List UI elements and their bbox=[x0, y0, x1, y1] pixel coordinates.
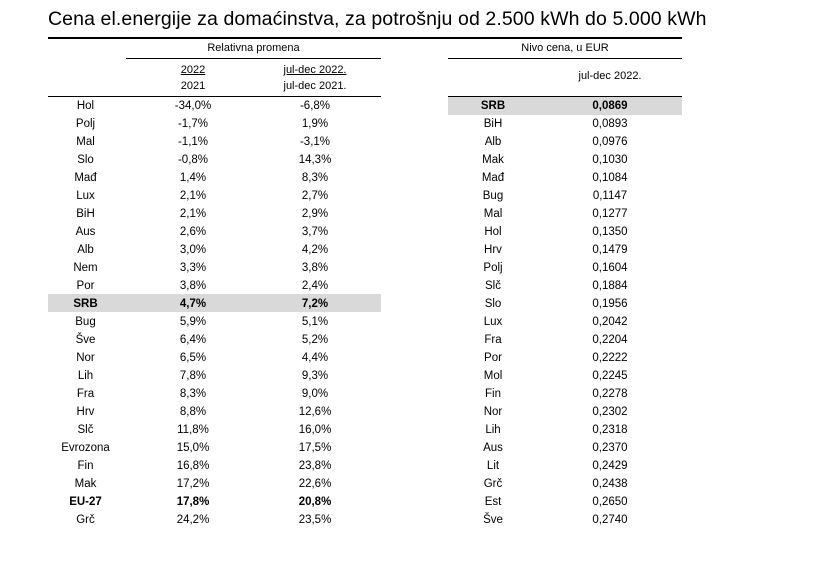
left-row-v1: 2,6% bbox=[179, 226, 207, 238]
right-row-value: 0,2204 bbox=[592, 334, 628, 346]
left-col1-top: 2022 bbox=[180, 64, 206, 76]
left-row-country: Nem bbox=[73, 262, 98, 274]
left-row-country: Mak bbox=[74, 478, 97, 490]
right-row-value: 0,2429 bbox=[592, 460, 628, 472]
left-row-v1: -34,0% bbox=[174, 100, 212, 112]
right-row-value: 0,1277 bbox=[592, 208, 628, 220]
left-row-v1: -1,1% bbox=[177, 136, 209, 148]
right-row-country: Hol bbox=[484, 226, 502, 238]
right-row-value: 0,2318 bbox=[592, 424, 628, 436]
left-row-country: Nor bbox=[76, 352, 95, 364]
right-row-country: Mađ bbox=[481, 172, 505, 184]
left-row-v1: 3,3% bbox=[179, 262, 207, 274]
left-row-country: Mal bbox=[76, 136, 95, 148]
right-row-value: 0,2042 bbox=[592, 316, 628, 328]
left-row-country: Hrv bbox=[76, 406, 95, 418]
right-row-country: Bug bbox=[482, 190, 504, 202]
left-row-country: Hol bbox=[76, 100, 95, 112]
left-row-country: Šve bbox=[75, 334, 96, 346]
right-row-country: Fra bbox=[484, 334, 502, 346]
right-row-country: Est bbox=[484, 496, 502, 508]
left-row-v2: 2,4% bbox=[301, 280, 329, 292]
title-rule bbox=[48, 37, 682, 39]
right-row-value: 0,1884 bbox=[592, 280, 628, 292]
right-row-country: SRB bbox=[480, 100, 506, 112]
left-row-v2: 3,8% bbox=[301, 262, 329, 274]
left-row-v2: 20,8% bbox=[298, 496, 332, 508]
left-row-country: SRB bbox=[73, 298, 98, 310]
left-row-v1: 24,2% bbox=[176, 514, 210, 526]
left-row-v1: 6,5% bbox=[179, 352, 207, 364]
left-row-v2: -6,8% bbox=[299, 100, 331, 112]
left-col2-top: jul-dec 2022. bbox=[283, 64, 347, 76]
left-group-header: Relativna promena bbox=[207, 42, 300, 54]
left-row-v2: 9,0% bbox=[301, 388, 329, 400]
right-row-value: 0,1956 bbox=[592, 298, 628, 310]
left-row-country: Slč bbox=[77, 424, 94, 436]
right-row-country: Mak bbox=[482, 154, 504, 166]
right-row-value: 0,1479 bbox=[592, 244, 628, 256]
left-row-country: BiH bbox=[76, 208, 95, 220]
left-col1-bottom: 2021 bbox=[180, 80, 206, 92]
left-row-country: Lux bbox=[76, 190, 95, 202]
left-row-v2: 4,2% bbox=[301, 244, 329, 256]
left-row-country: Polj bbox=[75, 118, 96, 130]
right-row-value: 0,2438 bbox=[592, 478, 628, 490]
left-row-v2: 14,3% bbox=[298, 154, 332, 166]
left-row-country: Bug bbox=[75, 316, 96, 328]
left-row-v2: 9,3% bbox=[301, 370, 329, 382]
right-row-country: Lux bbox=[483, 316, 503, 328]
left-row-v2: 5,2% bbox=[301, 334, 329, 346]
right-row-country: Aus bbox=[483, 442, 503, 454]
left-row-country: Evrozona bbox=[61, 442, 110, 454]
left-row-v2: -3,1% bbox=[299, 136, 331, 148]
left-col2-bottom: jul-dec 2021. bbox=[283, 80, 347, 92]
left-row-v2: 22,6% bbox=[298, 478, 332, 490]
left-row-country: Mađ bbox=[74, 172, 97, 184]
right-row-value: 0,1604 bbox=[592, 262, 628, 274]
right-row-value: 0,2740 bbox=[592, 514, 628, 526]
left-row-v1: 5,9% bbox=[179, 316, 207, 328]
left-row-v1: 2,1% bbox=[179, 190, 207, 202]
left-row-v1: 1,4% bbox=[179, 172, 207, 184]
left-row-v1: 2,1% bbox=[179, 208, 207, 220]
left-row-v1: 3,8% bbox=[179, 280, 207, 292]
left-row-country: Por bbox=[76, 280, 95, 292]
left-row-v2: 2,7% bbox=[301, 190, 329, 202]
left-row-v1: 17,8% bbox=[176, 496, 210, 508]
right-row-country: Mol bbox=[483, 370, 503, 382]
left-row-v2: 1,9% bbox=[301, 118, 329, 130]
right-row-value: 0,1350 bbox=[592, 226, 628, 238]
left-row-v1: 11,8% bbox=[177, 424, 209, 436]
left-row-v2: 4,4% bbox=[301, 352, 329, 364]
left-row-v2: 7,2% bbox=[301, 298, 329, 310]
right-row-value: 0,2650 bbox=[592, 496, 628, 508]
right-row-country: Slo bbox=[484, 298, 502, 310]
right-row-country: Nor bbox=[483, 406, 503, 418]
left-row-v2: 2,9% bbox=[301, 208, 329, 220]
left-row-v2: 8,3% bbox=[301, 172, 329, 184]
right-row-country: Por bbox=[484, 352, 502, 364]
left-row-country: Fra bbox=[76, 388, 95, 400]
right-row-value: 0,2302 bbox=[592, 406, 628, 418]
right-row-country: Lit bbox=[486, 460, 500, 472]
right-group-header: Nivo cena, u EUR bbox=[521, 42, 609, 54]
left-row-country: Grč bbox=[76, 514, 95, 526]
left-row-v1: 15,0% bbox=[176, 442, 210, 454]
right-row-country: Lih bbox=[485, 424, 501, 436]
left-row-v2: 3,7% bbox=[301, 226, 329, 238]
right-row-value: 0,2222 bbox=[592, 352, 628, 364]
left-row-v1: 16,8% bbox=[176, 460, 210, 472]
left-row-country: EU-27 bbox=[69, 496, 102, 508]
left-row-v1: 8,3% bbox=[179, 388, 207, 400]
left-row-v2: 5,1% bbox=[301, 316, 329, 328]
right-row-value: 0,2245 bbox=[592, 370, 628, 382]
right-row-country: Hrv bbox=[484, 244, 502, 256]
right-row-country: Alb bbox=[484, 136, 502, 148]
left-row-country: Alb bbox=[77, 244, 94, 256]
left-row-country: Aus bbox=[75, 226, 96, 238]
right-row-value: 0,0893 bbox=[592, 118, 628, 130]
right-row-value: 0,2278 bbox=[592, 388, 628, 400]
left-row-v1: -1,7% bbox=[177, 118, 209, 130]
right-col-header: jul-dec 2022. bbox=[578, 70, 642, 82]
right-row-country: Fin bbox=[485, 388, 501, 400]
left-row-country: Fin bbox=[77, 460, 94, 472]
right-row-country: Polj bbox=[483, 262, 503, 274]
page-title: Cena el.energije za domaćinstva, za potrošnju od 2.500 kWh do 5.000 kWh bbox=[48, 8, 707, 30]
left-row-v1: 17,2% bbox=[176, 478, 210, 490]
right-row-country: Grč bbox=[483, 478, 503, 490]
right-row-country: Šve bbox=[483, 514, 503, 526]
left-row-country: Lih bbox=[77, 370, 94, 382]
right-row-value: 0,1030 bbox=[592, 154, 628, 166]
left-row-v2: 23,8% bbox=[298, 460, 332, 472]
left-row-v2: 23,5% bbox=[298, 514, 332, 526]
left-row-v1: 7,8% bbox=[179, 370, 207, 382]
right-group-rule bbox=[448, 58, 682, 59]
left-group-rule bbox=[126, 58, 381, 59]
right-row-country: BiH bbox=[483, 118, 503, 130]
left-row-v1: 3,0% bbox=[179, 244, 207, 256]
left-row-v1: -0,8% bbox=[177, 154, 209, 166]
right-row-value: 0,0976 bbox=[592, 136, 628, 148]
left-row-country: Slo bbox=[77, 154, 94, 166]
right-row-value: 0,2370 bbox=[592, 442, 628, 454]
left-row-v1: 6,4% bbox=[179, 334, 207, 346]
left-row-v2: 17,5% bbox=[298, 442, 332, 454]
left-row-v1: 8,8% bbox=[179, 406, 207, 418]
left-row-v2: 16,0% bbox=[298, 424, 332, 436]
left-row-v1: 4,7% bbox=[179, 298, 207, 310]
right-row-value: 0,1084 bbox=[592, 172, 628, 184]
right-row-country: Slč bbox=[485, 280, 501, 292]
right-row-country: Mal bbox=[483, 208, 503, 220]
left-row-v2: 12,6% bbox=[298, 406, 332, 418]
right-row-value: 0,0869 bbox=[592, 100, 628, 112]
right-row-value: 0,1147 bbox=[592, 190, 628, 202]
